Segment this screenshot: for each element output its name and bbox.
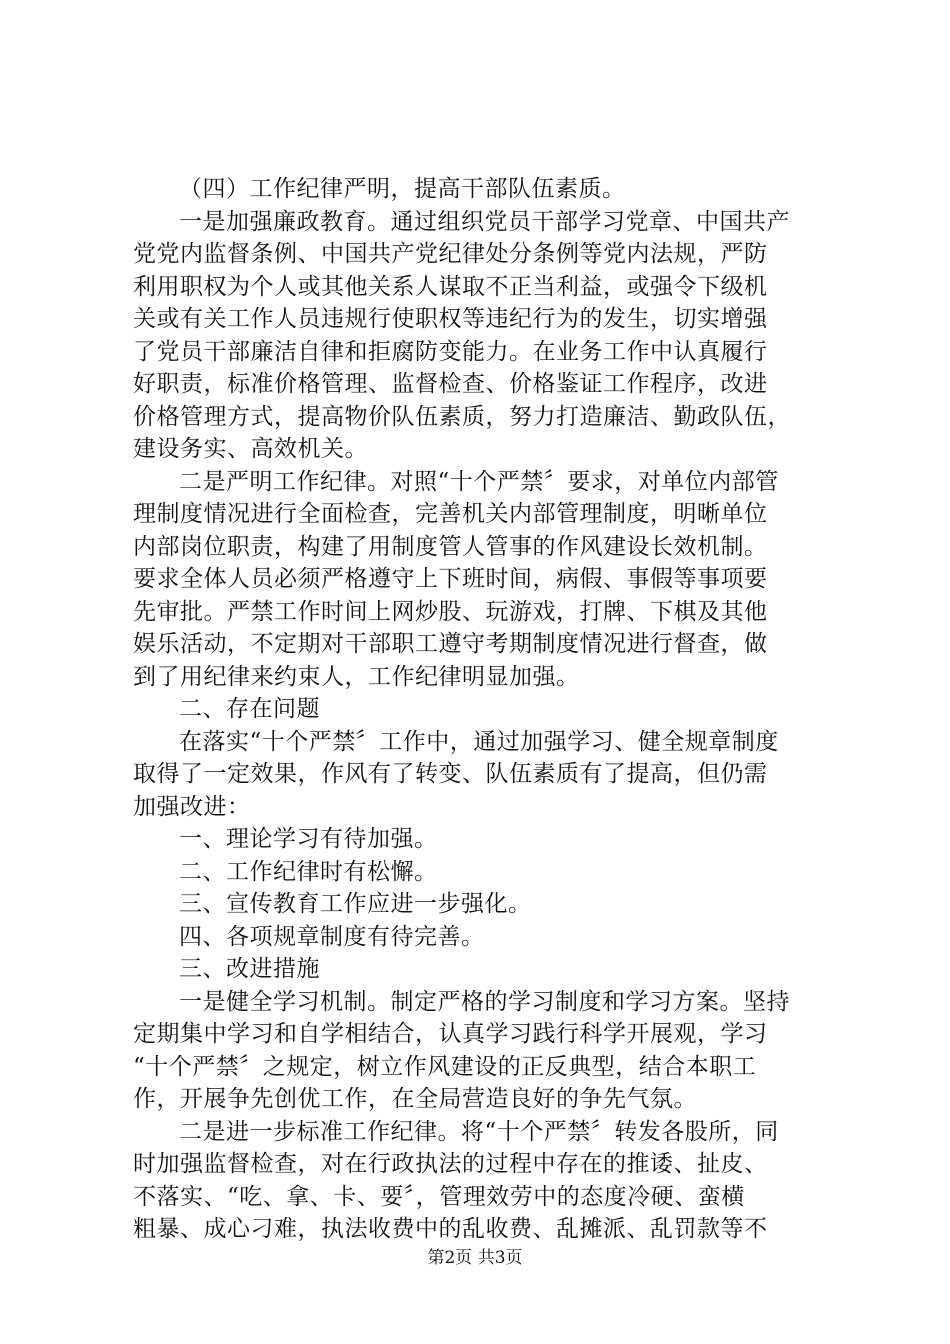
paragraph-line: 在落实“十个严禁〞工作中，通过加强学习、健全规章制度 (179, 728, 779, 755)
paragraph-line: 一是健全学习机制。制定严格的学习制度和学习方案。坚持 (179, 988, 790, 1015)
list-item: 二、工作纪律时有松懈。 (179, 858, 438, 885)
list-item: 三、宣传教育工作应进一步强化。 (179, 891, 532, 917)
paragraph-line: 二是进一步标准工作纪律。将“十个严禁〞转发各股所，同 (179, 1118, 779, 1145)
paragraph-line: 利用职权为个人或其他关系人谋取不正当利益，或强令下级机 (133, 273, 768, 300)
paragraph-line: 了党员干部廉洁自律和拒腐防变能力。在业务工作中认真履行 (133, 338, 768, 365)
section-heading: 三、改进措施 (179, 956, 320, 982)
paragraph-line: 二是严明工作纪律。对照“十个严禁〞要求，对单位内部管 (179, 468, 779, 495)
paragraph-line: “十个严禁〞之规定，树立作风建设的正反典型，结合本职工 (133, 1053, 757, 1080)
paragraph-line: 建设务实、高效机关。 (133, 436, 368, 462)
paragraph-line: 不落实、“吃、拿、卡、要〞，管理效劳中的态度冷硬、蛮横 (133, 1183, 745, 1210)
paragraph-line: 党党内监督条例、中国共产党纪律处分条例等党内法规，严防 (133, 241, 768, 267)
paragraph-line: 到了用纪律来约束人，工作纪律明显加强。 (133, 663, 580, 690)
paragraph-line: 粗暴、成心刁难，执法收费中的乱收费、乱摊派、乱罚款等不 (133, 1216, 768, 1242)
paragraph-line: 取得了一定效果，作风有了转变、队伍素质有了提高，但仍需 (133, 761, 768, 787)
paragraph-line: 时加强监督检查，对在行政执法的过程中存在的推诿、扯皮、 (133, 1151, 768, 1177)
paragraph-line: 一是加强廉政教育。通过组织党员干部学习党章、中国共产 (179, 208, 790, 235)
list-item: 一、理论学习有待加强。 (179, 826, 438, 852)
section-heading: （四）工作纪律严明，提高干部队伍素质。 (179, 176, 626, 202)
section-heading: 二、存在问题 (179, 696, 320, 722)
page-number-footer: 第2页 共3页 (427, 1248, 523, 1268)
paragraph-line: 作，开展争先创优工作，在全局营造良好的争先气氛。 (133, 1086, 697, 1112)
paragraph-line: 先审批。严禁工作时间上网炒股、玩游戏，打牌、下棋及其他 (133, 598, 768, 625)
paragraph-line: 关或有关工作人员违规行使职权等违纪行为的发生，切实增强 (133, 306, 768, 332)
document-body (133, 173, 830, 1246)
paragraph-line: 加强改进： (133, 793, 251, 820)
list-item: 四、各项规章制度有待完善。 (179, 923, 485, 950)
paragraph-line: 理制度情况进行全面检查，完善机关内部管理制度，明晰单位 (133, 501, 768, 527)
paragraph-line: 内部岗位职责，构建了用制度管人管事的作风建设长效机制。 (133, 533, 768, 560)
paragraph-line: 好职责，标准价格管理、监督检查、价格鉴证工作程序，改进 (133, 371, 768, 397)
paragraph-line: 价格管理方式，提高物价队伍素质，努力打造廉洁、勤政队伍， (133, 403, 791, 430)
paragraph-line: 要求全体人员必须严格遵守上下班时间，病假、事假等事项要 (133, 566, 768, 592)
paragraph-line: 娱乐活动，不定期对干部职工遵守考期制度情况进行督查，做 (133, 631, 768, 657)
paragraph-line: 定期集中学习和自学相结合，认真学习践行科学开展观，学习 (133, 1021, 768, 1047)
